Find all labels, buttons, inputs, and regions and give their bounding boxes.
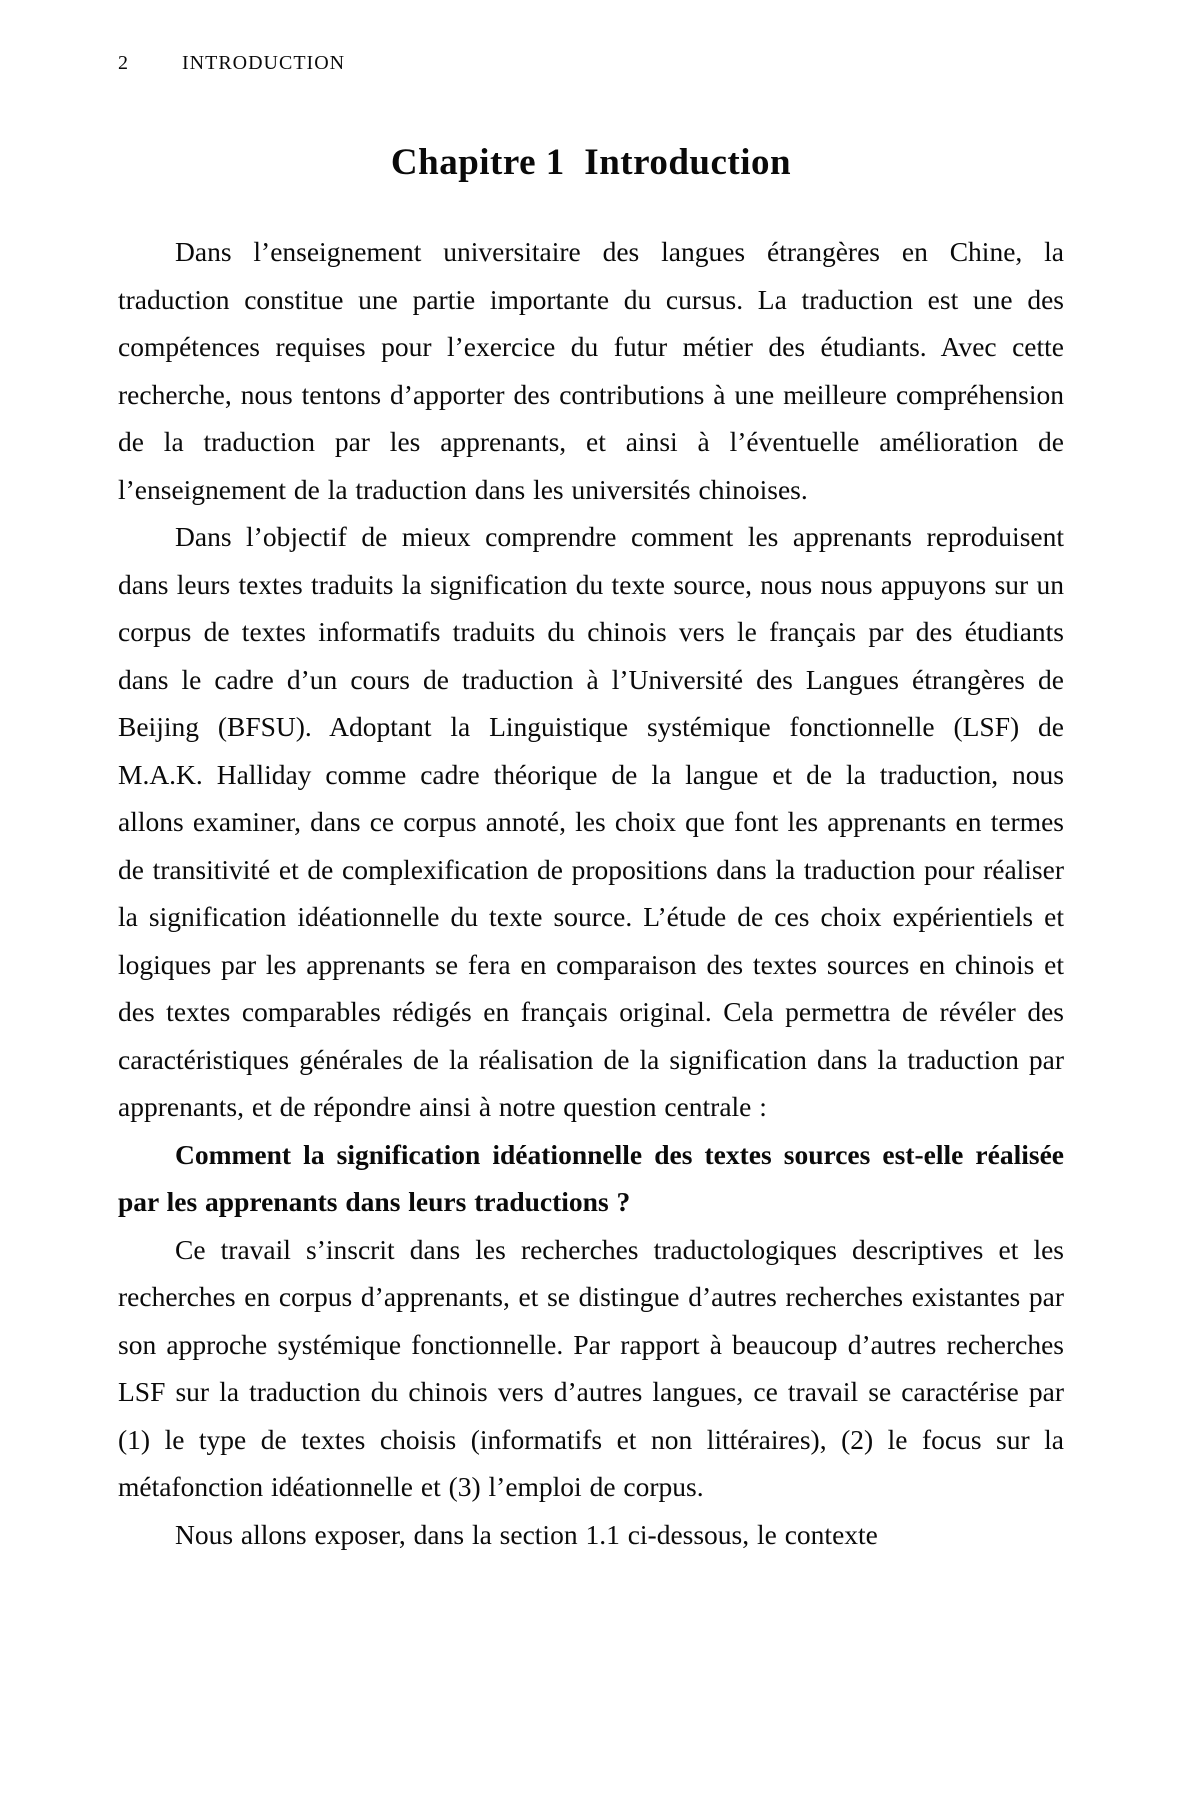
running-head-text: INTRODUCTION [182,52,346,74]
paragraph-4: Nous allons exposer, dans la section 1.1 ci-dessous, le contexte [175,1518,878,1550]
chapter-title: Chapitre 1 Introduction [390,142,792,183]
body-text [118,228,1064,1558]
paragraph-3: Ce travail s’inscrit dans les recherches traductologiques descriptives et les recherches en corpus d’apprenants, et se distingue d’autres recherches existantes par son approche systémique fonctionnelle. Par rapport à beaucoup d’autres recherches LSF sur la traduction du chinois vers d’autres langues, ce travail se caractérise par (1) le type de textes choisis (informatifs et non littéraires), (2) le focus sur la métafonction idéationnelle et (3) l’emploi de corpus. [118,1233,1064,1502]
page-number: 2 [118,52,129,74]
central-question: Comment la signification idéationnelle des textes sources est-elle réalisée par les apprenants dans leurs traductions ? [118,1138,1064,1217]
paragraph-1: Dans l’enseignement universitaire des langues étrangères en Chine, la traduction constitue une partie importante du cursus. La traduction est une des compétences requises pour l’exercice du futur métier des étudiants. Avec cette recherche, nous tentons d’apporter des contributions à une meilleure compréhension de la traduction par les apprenants, et ainsi à l’éventuelle amélioration de l’enseignement de la traduction dans les universités chinoises. [118,236,1064,505]
paragraph-2: Dans l’objectif de mieux comprendre comment les apprenants reproduisent dans leurs textes traduits la signification du texte source, nous nous appuyons sur un corpus de textes informatifs traduits du chinois vers le français par des étudiants dans le cadre d’un cours de traduction à l’Université des Langues étrangères de Beijing (BFSU). Adoptant la Linguistique systémique fonctionnelle (LSF) de M.A.K. Halliday comme cadre théorique de la langue et de la traduction, nous allons examiner, dans ce corpus annoté, les choix que font les apprenants en termes de transitivité et de complexification de propositions dans la traduction pour réaliser la signification idéationnelle du texte source. L’étude de ces choix expérientiels et logiques par les apprenants se fera en comparaison des textes sources en chinois et des textes comparables rédigés en français original. Cela permettra de révéler des caractéristiques générales de la réalisation de la signification dans la traduction par apprenants, et de répondre ainsi à notre question centrale : [118,521,1064,1122]
running-header [118,52,1064,75]
